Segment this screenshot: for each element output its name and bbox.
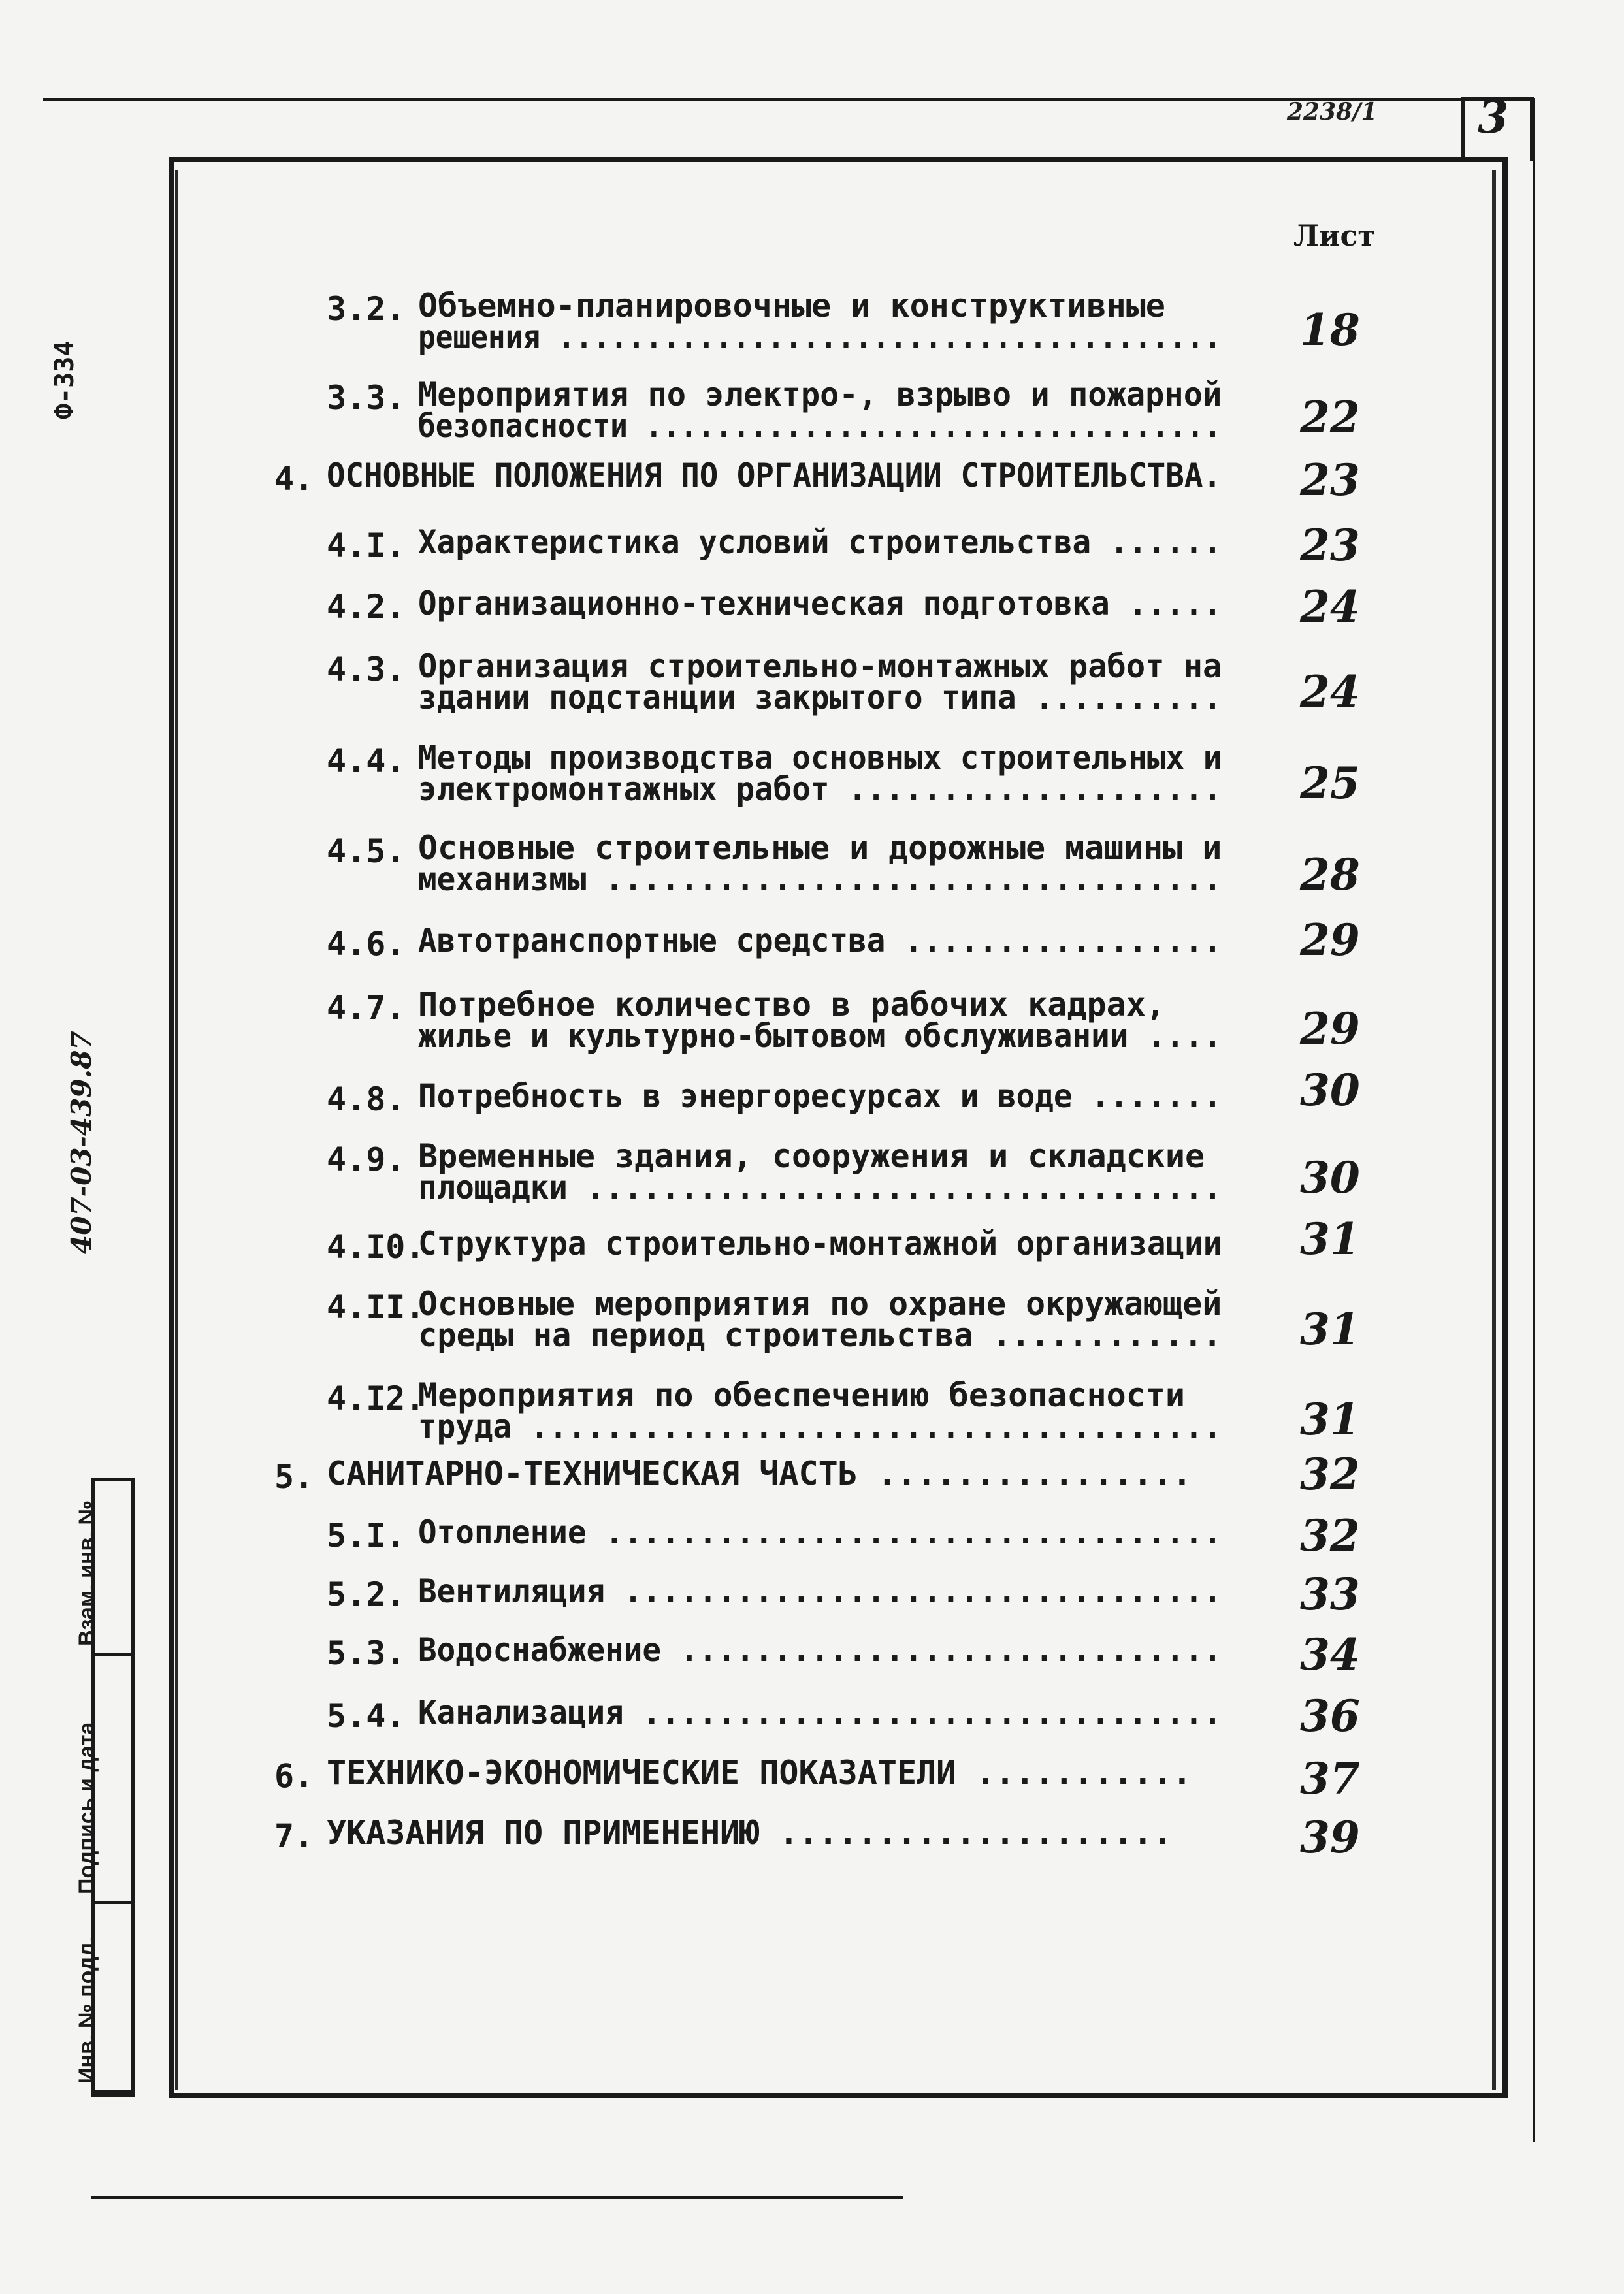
toc-entry-text: механизмы ................................. [418, 860, 1222, 898]
toc-entry-text: Вентиляция ................................ [418, 1572, 1222, 1610]
toc-entry-number: 4.5. [327, 832, 406, 870]
toc-entry-text: труда ..................................... [418, 1408, 1222, 1446]
toc-entry-text: Основные мероприятия по охране окружающей [418, 1285, 1222, 1323]
toc-entry-page: 31 [1300, 1394, 1360, 1445]
toc-entry-text: площадки .................................. [418, 1169, 1222, 1206]
strip-cell-signature [74, 1656, 131, 1904]
toc-entry-number: 6. [274, 1757, 314, 1795]
toc-entry-number: 4.9. [327, 1140, 406, 1178]
toc-entry-page: 30 [1300, 1152, 1360, 1203]
toc-entry-text: Потребность в энергоресурсах и воде ....... [418, 1077, 1222, 1115]
toc-entry-number: 5. [274, 1458, 314, 1496]
toc-entry-text: УКАЗАНИЯ ПО ПРИМЕНЕНИЮ .................... [327, 1814, 1173, 1852]
toc-entry-number: 4.8. [327, 1080, 406, 1118]
toc-entry-page: 31 [1300, 1304, 1360, 1355]
toc-entry-text: САНИТАРНО-ТЕХНИЧЕСКАЯ ЧАСТЬ ................ [327, 1455, 1192, 1493]
toc-entry-text: Характеристика условий строительства ...... [418, 523, 1222, 561]
toc-entry-page: 28 [1300, 849, 1360, 900]
toc-entry-number: 5.I. [327, 1517, 406, 1555]
strip-label-vzam: Взам. инв. № [74, 1500, 99, 1646]
toc-entry-page: 23 [1300, 520, 1360, 571]
toc-entry-number: 4. [274, 460, 314, 498]
toc-entry-page: 24 [1300, 581, 1360, 632]
toc-entry-text: жилье и культурно-бытовом обслуживании .... [418, 1017, 1222, 1055]
toc-entry-number: 4.2. [327, 588, 406, 626]
toc-entry-text: здании подстанции закрытого типа .......... [418, 679, 1222, 717]
toc-entry-page: 34 [1300, 1629, 1360, 1680]
stamp-strip [74, 1478, 135, 2097]
toc-entry-text: решения ...................................... [418, 318, 1222, 356]
toc-entry-number: 4.I2. [327, 1380, 425, 1417]
toc-entry-text: Организационно-техническая подготовка ..... [418, 585, 1222, 622]
toc-entry-page: 25 [1300, 758, 1360, 809]
toc-entry-page: 31 [1300, 1214, 1360, 1265]
page-frame [169, 157, 1508, 2098]
side-code-vertical: 407-03-439.87 [65, 1031, 97, 1254]
toc-entry-text: Автотранспортные средства ................. [418, 922, 1222, 960]
toc-entry-text: Канализация ............................... [418, 1694, 1222, 1732]
toc-entry-page: 33 [1300, 1569, 1360, 1620]
toc-entry-text: Мероприятия по обеспечению безопасности [418, 1376, 1185, 1414]
toc-entry-text: электромонтажных работ .................... [418, 770, 1222, 808]
toc-entry-text: Основные строительные и дорожные машины и [418, 829, 1222, 867]
toc-entry-page: 32 [1300, 1449, 1360, 1500]
toc-entry-page: 29 [1300, 1003, 1360, 1054]
toc-entry-page: 18 [1300, 304, 1360, 355]
bottom-rule [91, 2196, 903, 2199]
toc-entry-text: Потребное количество в рабочих кадрах, [418, 986, 1165, 1024]
toc-entry-page: 24 [1300, 666, 1360, 717]
frame-inner-left-line [175, 170, 178, 2090]
strip-label-signature: Подпись и дата [74, 1722, 99, 1894]
toc-entry-number: 3.3. [327, 379, 406, 417]
toc-entry-number: 4.7. [327, 989, 406, 1027]
toc-entry-number: 4.3. [327, 651, 406, 688]
toc-entry-number: 3.2. [327, 290, 406, 328]
toc-entry-text: Структура строительно-монтажной организации [418, 1225, 1222, 1263]
sheet-number: 3 [1478, 91, 1509, 144]
toc-entry-text: Отопление ................................. [418, 1513, 1222, 1551]
toc-entry-page: 23 [1300, 455, 1360, 506]
toc-entry-page: 22 [1300, 392, 1360, 443]
toc-entry-number: 4.6. [327, 925, 406, 963]
frame-inner-right-line [1492, 170, 1496, 2090]
toc-entry-number: 5.4. [327, 1697, 406, 1735]
toc-entry-text: Организация строительно-монтажных работ на [418, 647, 1222, 685]
toc-entry-text: ОСНОВНЫЕ ПОЛОЖЕНИЯ ПО ОРГАНИЗАЦИИ СТРОИТЕЛЬСТВА. [327, 457, 1222, 494]
toc-entry-text: Методы производства основных строительных и [418, 739, 1222, 777]
toc-entry-text: Объемно-планировочные и конструктивные [418, 287, 1165, 325]
toc-entry-number: 5.2. [327, 1575, 406, 1613]
strip-cell-inv-podl [74, 1904, 131, 2093]
toc-entry-page: 39 [1300, 1812, 1360, 1863]
toc-entry-text: безопасности ................................. [418, 407, 1222, 445]
toc-entry-text: Временные здания, сооружения и складские [418, 1137, 1205, 1175]
column-header-sheet: Лист [1293, 219, 1376, 253]
toc-entry-page: 37 [1300, 1753, 1360, 1804]
toc-entry-page: 29 [1300, 914, 1360, 965]
strip-cell-vzam [74, 1481, 131, 1656]
toc-entry-text: Мероприятия по электро-, взрыво и пожарной [418, 376, 1222, 413]
side-code-top: Ф-334 [50, 340, 80, 419]
right-edge-line [1533, 98, 1535, 2142]
toc-entry-number: 5.3. [327, 1634, 406, 1672]
toc-entry-page: 32 [1300, 1510, 1360, 1561]
toc-entry-number: 4.I0. [327, 1228, 425, 1266]
toc-entry-text: ТЕХНИКО-ЭКОНОМИЧЕСКИЕ ПОКАЗАТЕЛИ ........... [327, 1754, 1192, 1792]
toc-entry-number: 7. [274, 1817, 314, 1855]
toc-entry-page: 36 [1300, 1690, 1360, 1741]
toc-entry-number: 4.4. [327, 742, 406, 780]
toc-entry-page: 30 [1300, 1065, 1360, 1116]
toc-entry-number: 4.I. [327, 526, 406, 564]
toc-entry-text: среды на период строительства ............ [418, 1316, 1222, 1354]
strip-label-inv-podl: Инв. № подл. [74, 1936, 99, 2084]
toc-entry-text: Водоснабжение ............................. [418, 1631, 1222, 1669]
document-code: 2238/1 [1287, 98, 1378, 125]
toc-entry-number: 4.II. [327, 1288, 425, 1326]
